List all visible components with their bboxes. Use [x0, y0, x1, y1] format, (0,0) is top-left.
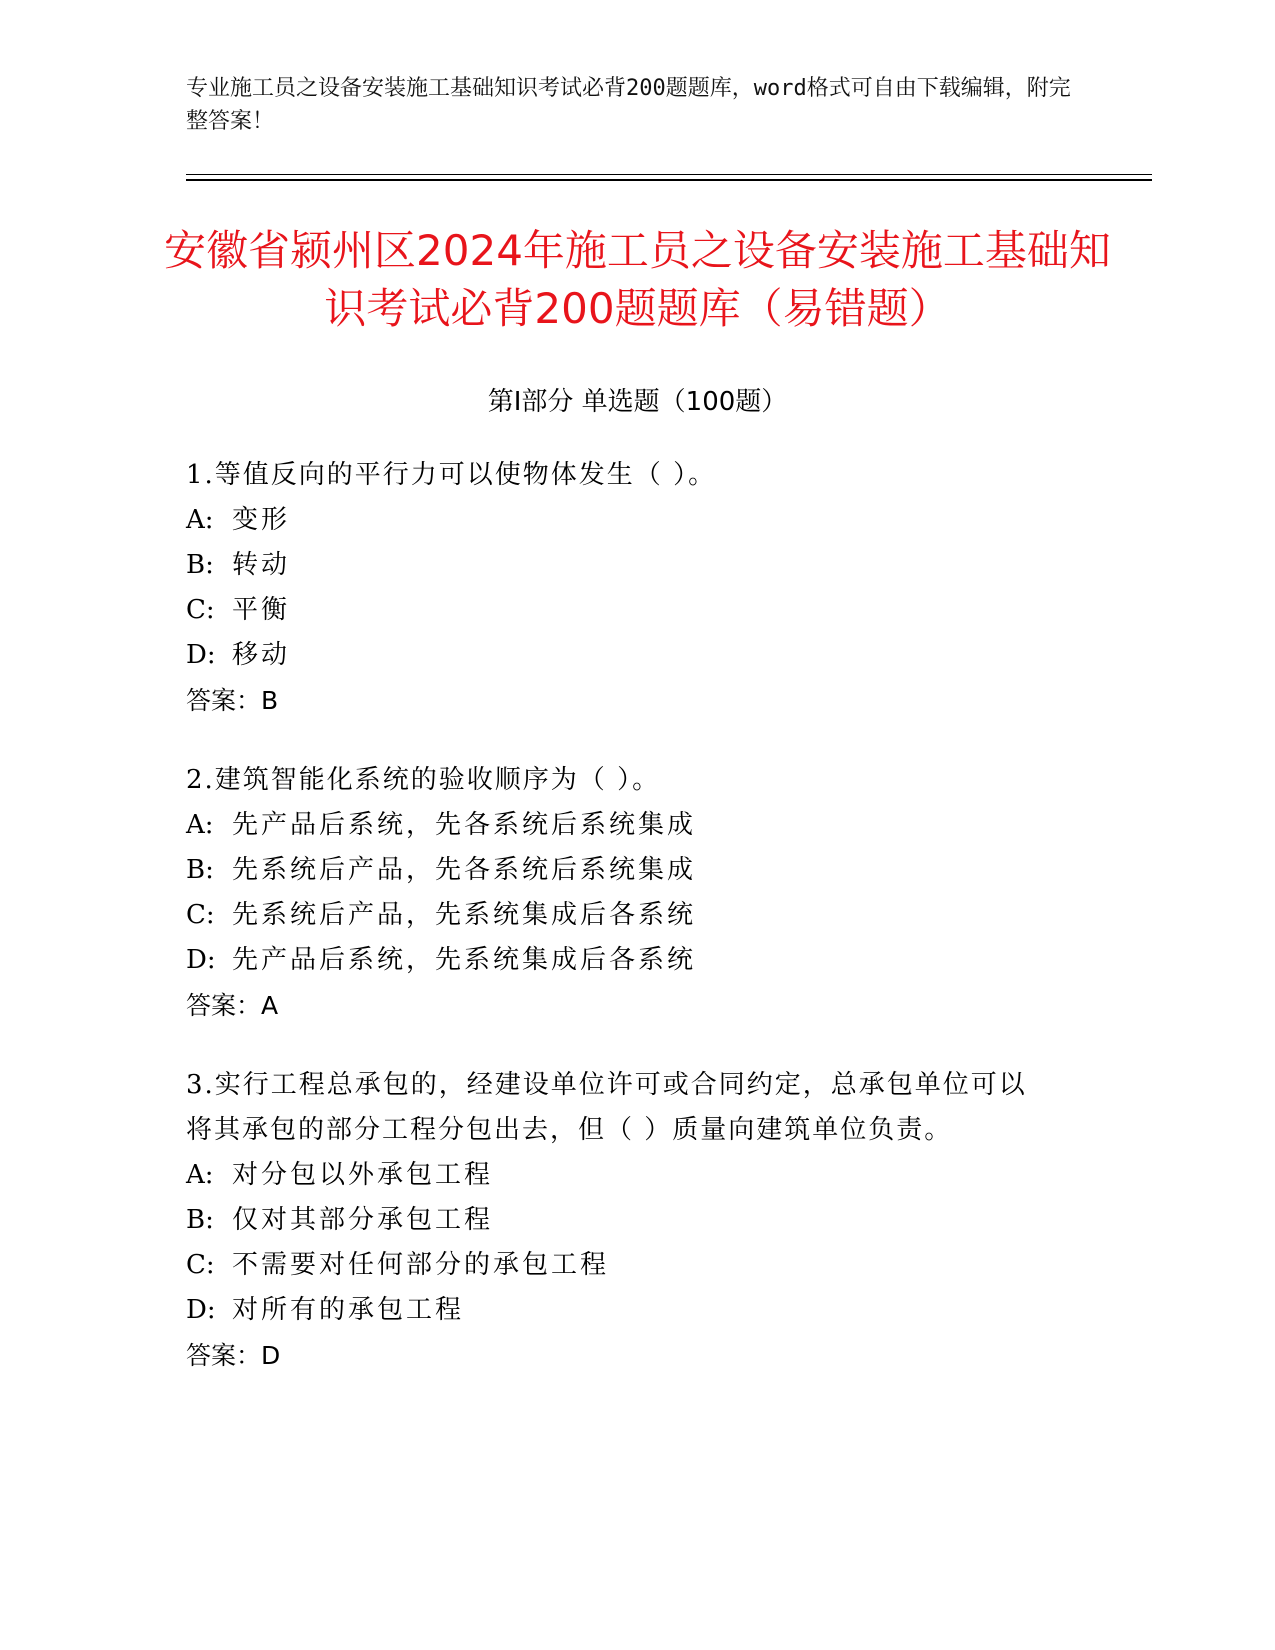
answer-value: A — [261, 991, 279, 1020]
option-text: 对所有的承包工程 — [232, 1295, 465, 1325]
answer-line — [186, 1333, 1086, 1378]
option-key: C: — [186, 900, 215, 930]
option-d — [186, 938, 1086, 983]
option-key: D: — [186, 945, 216, 975]
option-text: 对分包以外承包工程 — [232, 1160, 494, 1190]
option-key: A: — [186, 505, 214, 535]
question-3 — [186, 1063, 1086, 1378]
question-stem: 将其承包的部分工程分包出去，但（ ）质量向建筑单位负责。 — [186, 1115, 953, 1145]
option-a — [186, 498, 1086, 543]
answer-value: B — [261, 686, 279, 715]
header-note: 专业施工员之设备安装施工基础知识考试必背200题题库，word格式可自由下载编辑，附完整答案！ — [186, 76, 1071, 134]
option-key: D: — [186, 1295, 216, 1325]
section-heading: 第Ⅰ部分 单选题（100题） — [487, 387, 788, 417]
option-text: 平衡 — [232, 595, 291, 625]
answer-line — [186, 983, 1086, 1028]
option-key: C: — [186, 1250, 215, 1280]
option-key: A: — [186, 1160, 214, 1190]
option-c — [186, 893, 1086, 938]
option-d — [186, 633, 1086, 678]
answer-label: 答案： — [186, 686, 262, 715]
option-key: B: — [186, 855, 214, 885]
option-text: 移动 — [232, 640, 291, 670]
answer-line — [186, 678, 1086, 723]
question-1 — [186, 453, 1086, 723]
answer-label: 答案： — [186, 991, 262, 1020]
option-text: 转动 — [232, 550, 291, 580]
option-a — [186, 1153, 1086, 1198]
option-c — [186, 588, 1086, 633]
option-key: D: — [186, 640, 216, 670]
option-text: 变形 — [232, 505, 291, 535]
option-text: 仅对其部分承包工程 — [232, 1205, 494, 1235]
question-stem: 1.等值反向的平行力可以使物体发生（ ）。 — [186, 460, 717, 490]
option-text: 先产品后系统，先系统集成后各系统 — [232, 945, 697, 975]
option-text: 先系统后产品，先各系统后系统集成 — [232, 855, 697, 885]
option-a — [186, 803, 1086, 848]
question-2 — [186, 758, 1086, 1028]
header-rule-thick — [186, 179, 1152, 181]
option-key: B: — [186, 1205, 214, 1235]
document-title: 安徽省颍州区2024年施工员之设备安装施工基础知识考试必背200题题库（易错题） — [164, 226, 1111, 333]
question-stem: 3.实行工程总承包的，经建设单位许可或合同约定，总承包单位可以 — [186, 1070, 1027, 1100]
question-stem: 2.建筑智能化系统的验收顺序为（ ）。 — [186, 765, 661, 795]
answer-label: 答案： — [186, 1341, 262, 1370]
option-b — [186, 848, 1086, 893]
option-d — [186, 1288, 1086, 1333]
option-key: C: — [186, 595, 215, 625]
option-text: 先系统后产品，先系统集成后各系统 — [232, 900, 697, 930]
header-rule-thin — [186, 174, 1152, 175]
option-key: B: — [186, 550, 214, 580]
option-b — [186, 1198, 1086, 1243]
option-text: 不需要对任何部分的承包工程 — [232, 1250, 610, 1280]
answer-value: D — [261, 1341, 281, 1370]
option-key: A: — [186, 810, 214, 840]
option-text: 先产品后系统，先各系统后系统集成 — [232, 810, 697, 840]
option-b — [186, 543, 1086, 588]
option-c — [186, 1243, 1086, 1288]
